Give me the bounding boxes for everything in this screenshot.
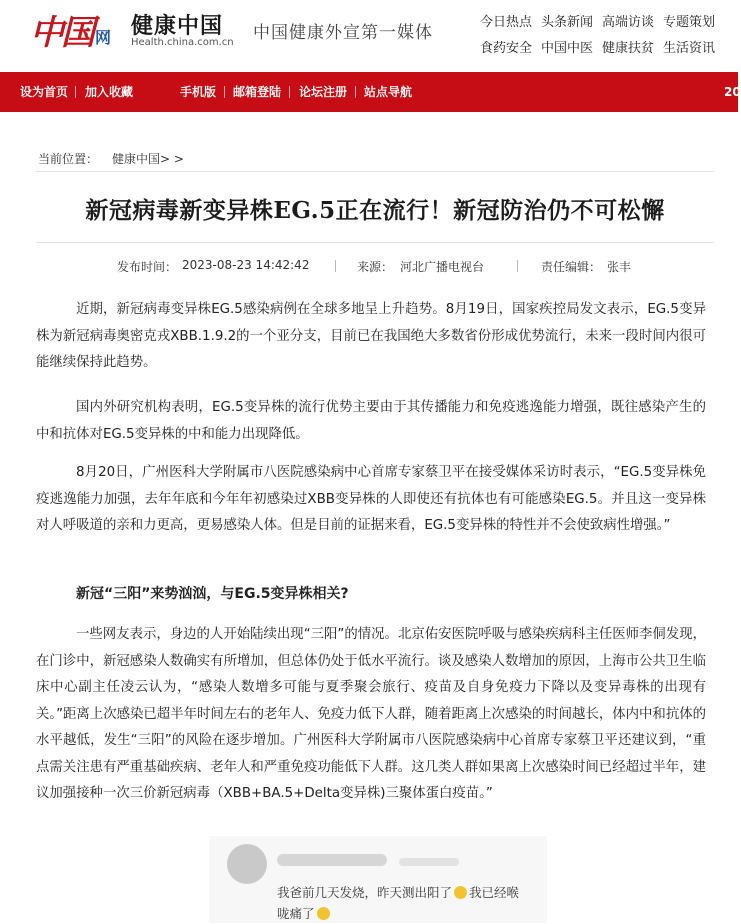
breadcrumb-link-home[interactable]: 健康中国> > (112, 152, 184, 166)
blurred-meta (399, 858, 459, 866)
sweat-emoji-icon (454, 886, 467, 899)
header-link-food-safety[interactable]: 食药安全 (480, 41, 533, 56)
blurred-username (277, 854, 387, 866)
meta-divider (335, 260, 336, 272)
breadcrumb (38, 150, 184, 167)
publish-time-label: 发布时间： (117, 260, 178, 274)
header-link-hot-today[interactable]: 今日热点 (480, 15, 533, 30)
nav-add-favorite[interactable]: 加入收藏 (85, 85, 134, 99)
header-link-headlines[interactable]: 头条新闻 (541, 15, 594, 30)
editor-name: 张丰 (607, 260, 632, 274)
nav-site-map[interactable]: 站点导航 (364, 85, 413, 99)
site-slogan: 中国健康外宣第一媒体 (253, 23, 433, 43)
article-paragraph: 8月20日，广州医科大学附属市八医院感染病中心首席专家蔡卫平在接受媒体采访时表示，“EG.5变异株免疫逃逸能力加强，去年年底和今年年初感染过XBB变异株的人即使还有抗体也有可能感染EG.5。并且这一变异株对人呼吸道的亲和力更高，更易感染人体。但是目前的证据来看，EG.5变异株的特性并不会使致病性增强。” (36, 465, 706, 533)
nav-date: 20 (724, 85, 741, 99)
source-name: 河北广播电视台 (400, 260, 485, 274)
header-link-chinese-medicine[interactable]: 中国中医 (541, 41, 594, 56)
divider (36, 171, 714, 172)
post-text (277, 882, 537, 924)
editor-label: 责任编辑： (541, 260, 602, 274)
logo-mark: 中国 (30, 13, 92, 53)
site-logo[interactable] (22, 5, 122, 55)
nav-divider (289, 86, 290, 98)
embedded-post-image (209, 836, 547, 923)
post-text-line2: 咙痛了 (277, 906, 315, 921)
breadcrumb-label: 当前位置： (38, 152, 99, 166)
header-links (480, 10, 738, 62)
nav-set-homepage[interactable]: 设为首页 (20, 85, 69, 99)
article-paragraph: 近期，新冠病毒变异株EG.5感染病例在全球多地呈上升趋势。8月19日，国家疾控局发文表示，EG.5变异株为新冠病毒奥密克戎XBB.1.9.2的一个亚分支，目前已在我国绝大多数省份形成优势流行，未来一段时间内很可能继续保持此趋势。 (36, 302, 706, 370)
post-text-line1: 我爸前几天发烧，昨天测出阳了 (277, 885, 453, 900)
source-label: 来源： (357, 260, 394, 274)
sad-emoji-icon (317, 907, 330, 920)
divider (36, 242, 714, 243)
nav-divider (355, 86, 356, 98)
top-nav-bar (0, 72, 741, 112)
post-text-line1b: 我已经喉 (469, 885, 520, 900)
header-link-lifestyle[interactable]: 生活资讯 (663, 41, 716, 56)
article-title: 新冠病毒新变异株EG.5正在流行！新冠防治仍不可松懈 (85, 197, 665, 224)
meta-divider (517, 260, 518, 272)
header-link-health-aid[interactable]: 健康扶贫 (602, 41, 655, 56)
site-header (0, 0, 738, 72)
header-link-interviews[interactable]: 高端访谈 (602, 15, 655, 30)
nav-mobile[interactable]: 手机版 (180, 85, 217, 99)
nav-divider (75, 86, 76, 98)
blurred-avatar (227, 844, 267, 884)
article-subheading: 新冠“三阳”来势汹汹，与EG.5变异株相关? (76, 586, 349, 602)
nav-mail-login[interactable]: 邮箱登陆 (233, 85, 282, 99)
nav-divider (224, 86, 225, 98)
logo-suffix: 网 (95, 28, 112, 47)
site-name[interactable]: 健康中国 (131, 14, 224, 39)
publish-time: 2023-08-23 14:42:42 (182, 258, 310, 272)
article-paragraph: 一些网友表示，身边的人开始陆续出现“三阳”的情况。北京佑安医院呼吸与感染疾病科主任医师李侗发现，在门诊中，新冠感染人数确实有所增加，但总体仍处于低水平流行。谈及感染人数增加的原因，上海市公共卫生临床中心副主任凌云认为，“感染人数增多可能与夏季聚会旅行、疫苗及自身免疫力下降以及变异毒株的出现有关。”距离上次感染已超半年时间左右的老年人、免疫力低下人群，随着距离上次感染的时间越长，体内中和抗体的水平越低，发生“三阳”的风险在逐步增加。广州医科大学附属市八医院感染病中心首席专家蔡卫平还建议到，“重点需关注患有严重基础疾病、老年人和严重免疫功能低下人群。这几类人群如果离上次感染时间已经超过半年，建议加强接种一次三价新冠病毒（XBB+BA.5+Delta变异株)三聚体蛋白疫苗。” (36, 627, 706, 801)
nav-forum-register[interactable]: 论坛注册 (299, 85, 348, 99)
header-link-features[interactable]: 专题策划 (663, 15, 716, 30)
site-url: Health.china.com.cn (131, 37, 234, 48)
article-paragraph: 国内外研究机构表明，EG.5变异株的流行优势主要由于其传播能力和免疫逃逸能力增强，既往感染产生的中和抗体对EG.5变异株的中和能力出现降低。 (36, 400, 706, 442)
